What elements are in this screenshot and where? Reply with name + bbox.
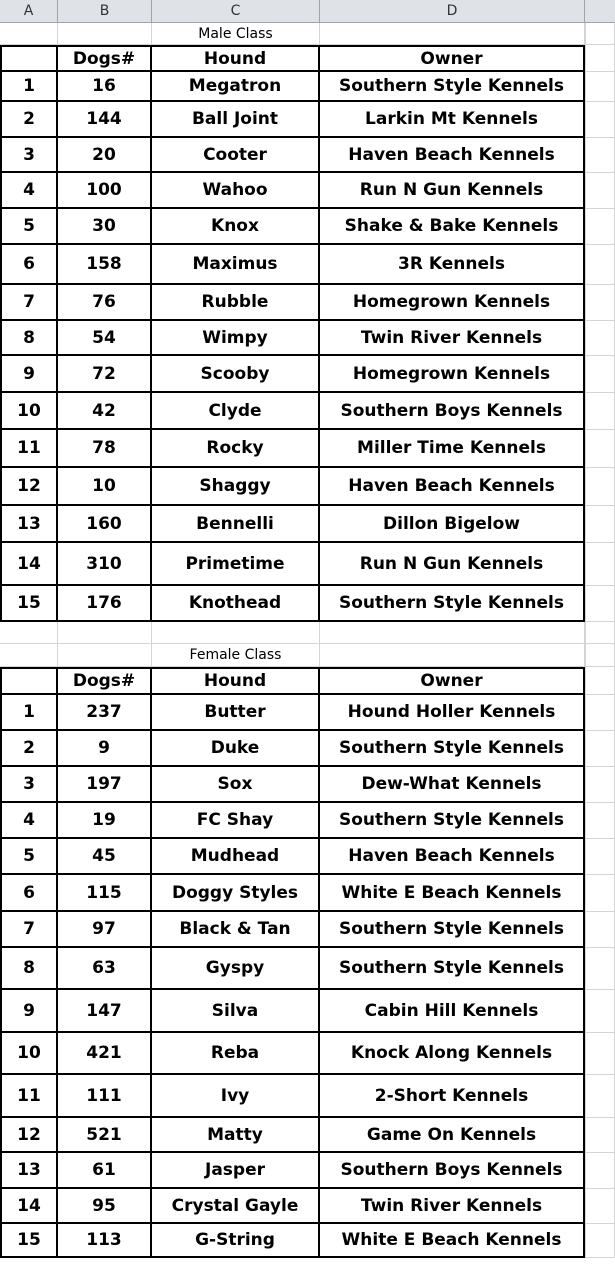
female-class-title[interactable]: Female Class <box>152 644 320 667</box>
empty-cell[interactable] <box>585 803 615 839</box>
empty-cell[interactable] <box>585 468 615 506</box>
table-row <box>0 586 615 622</box>
rank-cell[interactable]: 1 <box>0 72 58 102</box>
male-header-row <box>0 45 615 72</box>
empty-cell[interactable] <box>320 622 585 644</box>
rank-cell[interactable]: 14 <box>0 1189 58 1224</box>
empty-cell[interactable] <box>585 990 615 1033</box>
hound-cell[interactable]: Mudhead <box>152 839 320 875</box>
rank-cell[interactable]: 5 <box>0 209 58 245</box>
dogs-cell[interactable]: 97 <box>58 912 152 948</box>
empty-cell[interactable] <box>585 875 615 912</box>
rank-cell[interactable]: 12 <box>0 1118 58 1153</box>
owner-cell[interactable]: 2-Short Kennels <box>320 1075 585 1118</box>
empty-cell[interactable] <box>0 622 58 644</box>
hound-cell[interactable]: Butter <box>152 695 320 731</box>
table-row <box>0 173 615 209</box>
table-row <box>0 506 615 543</box>
empty-cell[interactable] <box>585 731 615 767</box>
rank-cell[interactable]: 3 <box>0 138 58 173</box>
table-row <box>0 1033 615 1075</box>
table-row <box>0 875 615 912</box>
column-header-c[interactable]: C <box>152 0 320 22</box>
empty-cell[interactable] <box>585 285 615 321</box>
dogs-cell[interactable]: 421 <box>58 1033 152 1075</box>
table-row <box>0 695 615 731</box>
owner-cell[interactable]: Dillon Bigelow <box>320 506 585 543</box>
hound-cell[interactable]: Matty <box>152 1118 320 1153</box>
empty-cell[interactable] <box>585 1153 615 1189</box>
hound-cell[interactable]: Clyde <box>152 393 320 430</box>
dogs-header[interactable]: Dogs# <box>58 45 152 72</box>
rank-cell[interactable]: 3 <box>0 767 58 803</box>
spacer-row <box>0 622 615 644</box>
dogs-cell[interactable]: 30 <box>58 209 152 245</box>
rank-cell[interactable]: 10 <box>0 1033 58 1075</box>
male-title-row <box>0 23 615 45</box>
hound-cell[interactable]: Maximus <box>152 245 320 285</box>
empty-cell[interactable] <box>585 356 615 393</box>
empty-cell[interactable] <box>320 23 585 45</box>
owner-cell[interactable]: Southern Style Kennels <box>320 803 585 839</box>
empty-cell[interactable] <box>585 72 615 102</box>
owner-cell[interactable]: Twin River Kennels <box>320 321 585 356</box>
rank-cell[interactable]: 5 <box>0 839 58 875</box>
dogs-cell[interactable]: 197 <box>58 767 152 803</box>
rank-cell[interactable]: 6 <box>0 245 58 285</box>
rank-cell[interactable]: 7 <box>0 285 58 321</box>
empty-cell[interactable] <box>585 667 615 695</box>
empty-cell[interactable] <box>585 45 615 72</box>
owner-cell[interactable]: Southern Style Kennels <box>320 586 585 622</box>
empty-cell[interactable] <box>0 644 58 667</box>
hound-cell[interactable]: Shaggy <box>152 468 320 506</box>
table-row <box>0 1075 615 1118</box>
hound-cell[interactable]: Ivy <box>152 1075 320 1118</box>
hound-cell[interactable]: Wimpy <box>152 321 320 356</box>
rank-cell[interactable]: 4 <box>0 803 58 839</box>
empty-cell[interactable] <box>585 245 615 285</box>
hound-cell[interactable]: Sox <box>152 767 320 803</box>
hound-cell[interactable]: Cooter <box>152 138 320 173</box>
dogs-cell[interactable]: 160 <box>58 506 152 543</box>
hound-cell[interactable]: G-String <box>152 1224 320 1258</box>
rank-cell[interactable]: 9 <box>0 356 58 393</box>
rank-cell[interactable]: 9 <box>0 990 58 1033</box>
empty-cell[interactable] <box>585 102 615 138</box>
empty-cell[interactable] <box>585 695 615 731</box>
owner-cell[interactable]: Southern Style Kennels <box>320 731 585 767</box>
dogs-cell[interactable]: 10 <box>58 468 152 506</box>
dogs-cell[interactable]: 63 <box>58 948 152 990</box>
dogs-cell[interactable]: 237 <box>58 695 152 731</box>
empty-cell[interactable] <box>58 644 152 667</box>
empty-cell[interactable] <box>585 912 615 948</box>
table-row <box>0 138 615 173</box>
hound-cell[interactable]: Jasper <box>152 1153 320 1189</box>
owner-cell[interactable]: 3R Kennels <box>320 245 585 285</box>
empty-cell[interactable] <box>585 1189 615 1224</box>
rank-cell[interactable]: 12 <box>0 468 58 506</box>
empty-cell[interactable] <box>585 948 615 990</box>
hound-cell[interactable]: Black & Tan <box>152 912 320 948</box>
owner-cell[interactable]: Dew-What Kennels <box>320 767 585 803</box>
table-row <box>0 803 615 839</box>
dogs-cell[interactable]: 113 <box>58 1224 152 1258</box>
owner-cell[interactable]: Homegrown Kennels <box>320 356 585 393</box>
hound-header[interactable]: Hound <box>152 667 320 695</box>
rank-cell[interactable]: 10 <box>0 393 58 430</box>
column-header-bar <box>0 0 615 23</box>
rank-cell[interactable]: 13 <box>0 506 58 543</box>
owner-cell[interactable]: Southern Style Kennels <box>320 72 585 102</box>
dogs-cell[interactable]: 147 <box>58 990 152 1033</box>
table-row <box>0 767 615 803</box>
rank-cell[interactable]: 15 <box>0 586 58 622</box>
hound-cell[interactable]: Wahoo <box>152 173 320 209</box>
hound-header[interactable]: Hound <box>152 45 320 72</box>
dogs-cell[interactable]: 16 <box>58 72 152 102</box>
table-row <box>0 393 615 430</box>
empty-cell[interactable] <box>585 393 615 430</box>
dogs-cell[interactable]: 61 <box>58 1153 152 1189</box>
rank-cell[interactable]: 11 <box>0 430 58 468</box>
empty-cell[interactable] <box>585 173 615 209</box>
column-header-b[interactable]: B <box>58 0 152 22</box>
empty-cell[interactable] <box>152 622 320 644</box>
owner-header[interactable]: Owner <box>320 45 585 72</box>
empty-cell[interactable] <box>0 667 58 695</box>
male-class-title[interactable]: Male Class <box>152 23 320 45</box>
dogs-cell[interactable]: 42 <box>58 393 152 430</box>
hound-cell[interactable]: Scooby <box>152 356 320 393</box>
owner-cell[interactable]: Game On Kennels <box>320 1118 585 1153</box>
dogs-cell[interactable]: 19 <box>58 803 152 839</box>
table-row <box>0 1224 615 1258</box>
dogs-cell[interactable]: 100 <box>58 173 152 209</box>
table-row <box>0 543 615 586</box>
hound-cell[interactable]: Bennelli <box>152 506 320 543</box>
empty-cell[interactable] <box>585 23 615 45</box>
empty-cell[interactable] <box>585 1224 615 1258</box>
owner-cell[interactable]: Haven Beach Kennels <box>320 839 585 875</box>
rank-cell[interactable]: 4 <box>0 173 58 209</box>
empty-cell[interactable] <box>585 543 615 586</box>
dogs-cell[interactable]: 115 <box>58 875 152 912</box>
rank-cell[interactable]: 15 <box>0 1224 58 1258</box>
table-row <box>0 731 615 767</box>
owner-cell[interactable]: Twin River Kennels <box>320 1189 585 1224</box>
table-row <box>0 72 615 102</box>
rank-cell[interactable]: 7 <box>0 912 58 948</box>
hound-cell[interactable]: Rubble <box>152 285 320 321</box>
empty-cell[interactable] <box>585 622 615 644</box>
empty-cell[interactable] <box>320 644 585 667</box>
hound-cell[interactable]: Knox <box>152 209 320 245</box>
owner-cell[interactable]: Southern Style Kennels <box>320 948 585 990</box>
dogs-cell[interactable]: 9 <box>58 731 152 767</box>
table-row <box>0 356 615 393</box>
owner-cell[interactable]: Haven Beach Kennels <box>320 138 585 173</box>
owner-cell[interactable]: Miller Time Kennels <box>320 430 585 468</box>
empty-cell[interactable] <box>585 506 615 543</box>
table-row <box>0 209 615 245</box>
table-row <box>0 430 615 468</box>
rank-cell[interactable]: 2 <box>0 102 58 138</box>
hound-cell[interactable]: Duke <box>152 731 320 767</box>
hound-cell[interactable]: FC Shay <box>152 803 320 839</box>
empty-cell[interactable] <box>585 430 615 468</box>
dogs-cell[interactable]: 158 <box>58 245 152 285</box>
rank-cell[interactable]: 2 <box>0 731 58 767</box>
table-row <box>0 285 615 321</box>
empty-cell[interactable] <box>585 209 615 245</box>
dogs-cell[interactable]: 45 <box>58 839 152 875</box>
empty-cell[interactable] <box>585 586 615 622</box>
owner-cell[interactable]: Hound Holler Kennels <box>320 695 585 731</box>
table-row <box>0 245 615 285</box>
hound-cell[interactable]: Primetime <box>152 543 320 586</box>
dogs-cell[interactable]: 111 <box>58 1075 152 1118</box>
table-row <box>0 1118 615 1153</box>
table-row <box>0 948 615 990</box>
hound-cell[interactable]: Knothead <box>152 586 320 622</box>
rank-cell[interactable]: 13 <box>0 1153 58 1189</box>
empty-cell[interactable] <box>58 622 152 644</box>
owner-cell[interactable]: Run N Gun Kennels <box>320 543 585 586</box>
female-title-row <box>0 644 615 667</box>
empty-cell[interactable] <box>0 45 58 72</box>
owner-cell[interactable]: Run N Gun Kennels <box>320 173 585 209</box>
dogs-cell[interactable]: 76 <box>58 285 152 321</box>
owner-cell[interactable]: Homegrown Kennels <box>320 285 585 321</box>
empty-cell[interactable] <box>585 1075 615 1118</box>
dogs-header[interactable]: Dogs# <box>58 667 152 695</box>
dogs-cell[interactable]: 521 <box>58 1118 152 1153</box>
owner-cell[interactable]: Larkin Mt Kennels <box>320 102 585 138</box>
owner-cell[interactable]: White E Beach Kennels <box>320 1224 585 1258</box>
owner-cell[interactable]: Southern Boys Kennels <box>320 393 585 430</box>
owner-cell[interactable]: Haven Beach Kennels <box>320 468 585 506</box>
dogs-cell[interactable]: 95 <box>58 1189 152 1224</box>
table-row <box>0 839 615 875</box>
owner-cell[interactable]: Cabin Hill Kennels <box>320 990 585 1033</box>
owner-header[interactable]: Owner <box>320 667 585 695</box>
table-row <box>0 990 615 1033</box>
hound-cell[interactable]: Reba <box>152 1033 320 1075</box>
rank-cell[interactable]: 6 <box>0 875 58 912</box>
dogs-cell[interactable]: 310 <box>58 543 152 586</box>
hound-cell[interactable]: Rocky <box>152 430 320 468</box>
rank-cell[interactable]: 11 <box>0 1075 58 1118</box>
hound-cell[interactable]: Gyspy <box>152 948 320 990</box>
table-row <box>0 321 615 356</box>
empty-cell[interactable] <box>585 767 615 803</box>
owner-cell[interactable]: Shake & Bake Kennels <box>320 209 585 245</box>
empty-cell[interactable] <box>585 321 615 356</box>
dogs-cell[interactable]: 20 <box>58 138 152 173</box>
hound-cell[interactable]: Ball Joint <box>152 102 320 138</box>
female-header-row <box>0 667 615 695</box>
owner-cell[interactable]: Southern Style Kennels <box>320 912 585 948</box>
table-row <box>0 102 615 138</box>
hound-cell[interactable]: Megatron <box>152 72 320 102</box>
column-header-a[interactable]: A <box>0 0 58 22</box>
owner-cell[interactable]: White E Beach Kennels <box>320 875 585 912</box>
empty-cell[interactable] <box>585 839 615 875</box>
hound-cell[interactable]: Silva <box>152 990 320 1033</box>
owner-cell[interactable]: Knock Along Kennels <box>320 1033 585 1075</box>
dogs-cell[interactable]: 176 <box>58 586 152 622</box>
table-row <box>0 1189 615 1224</box>
rank-cell[interactable]: 14 <box>0 543 58 586</box>
empty-cell[interactable] <box>585 644 615 667</box>
empty-cell[interactable] <box>585 138 615 173</box>
rank-cell[interactable]: 8 <box>0 321 58 356</box>
dogs-cell[interactable]: 144 <box>58 102 152 138</box>
rank-cell[interactable]: 1 <box>0 695 58 731</box>
table-row <box>0 912 615 948</box>
empty-cell[interactable] <box>0 23 58 45</box>
dogs-cell[interactable]: 78 <box>58 430 152 468</box>
table-row <box>0 1153 615 1189</box>
rank-cell[interactable]: 8 <box>0 948 58 990</box>
dogs-cell[interactable]: 54 <box>58 321 152 356</box>
empty-cell[interactable] <box>585 1118 615 1153</box>
column-header-d[interactable]: D <box>320 0 585 22</box>
table-row <box>0 468 615 506</box>
empty-cell[interactable] <box>58 23 152 45</box>
empty-cell[interactable] <box>585 1033 615 1075</box>
owner-cell[interactable]: Southern Boys Kennels <box>320 1153 585 1189</box>
hound-cell[interactable]: Crystal Gayle <box>152 1189 320 1224</box>
hound-cell[interactable]: Doggy Styles <box>152 875 320 912</box>
dogs-cell[interactable]: 72 <box>58 356 152 393</box>
